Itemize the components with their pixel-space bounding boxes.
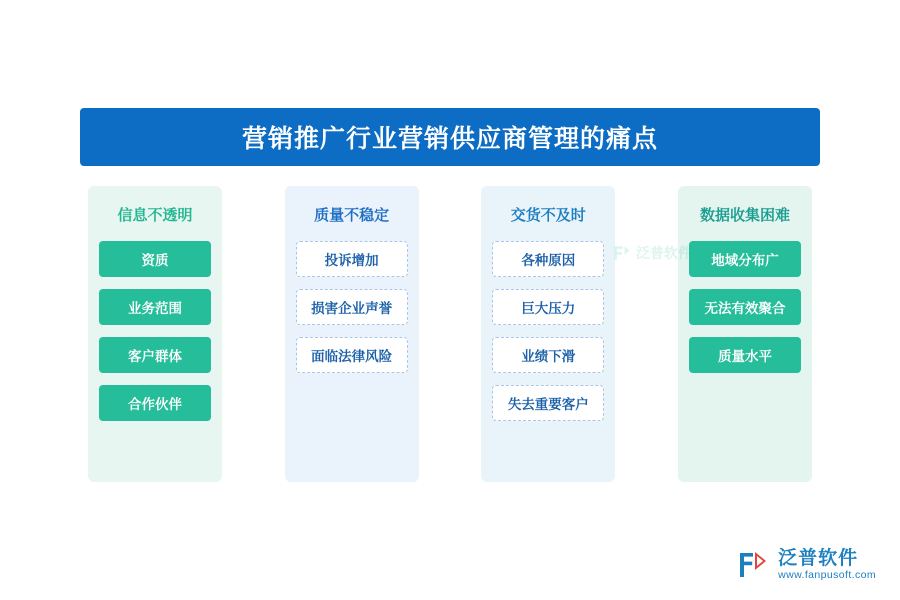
column-heading: 质量不稳定 [314,207,390,224]
page-title: 营销推广行业营销供应商管理的痛点 [241,125,658,153]
column-items [678,241,812,373]
brand-logo-icon [736,548,770,582]
column-late-delivery [481,186,615,482]
column-items [88,241,222,421]
column-heading: 信息不透明 [117,207,193,224]
list-item: 资质 [99,241,211,277]
pain-point-columns [88,186,812,482]
column-items [481,241,615,421]
list-item: 质量水平 [689,337,801,373]
brand-logo [736,548,876,582]
column-heading: 交货不及时 [510,207,586,224]
list-item: 面临法律风险 [296,337,408,373]
brand-name: 泛普软件 [778,547,859,569]
list-item: 业绩下滑 [492,337,604,373]
logo-mark-icon [736,548,770,582]
brand-logo-text [778,549,876,581]
page-title-banner [80,108,820,166]
list-item: 客户群体 [99,337,211,373]
column-heading: 数据收集困难 [699,207,790,224]
list-item: 失去重要客户 [492,385,604,421]
column-quality-instability [285,186,419,482]
column-information-opacity [88,186,222,482]
list-item: 无法有效聚合 [689,289,801,325]
watermark-text: 泛普软件 [636,245,692,261]
brand-url: www.fanpusoft.com [778,568,876,581]
list-item: 地域分布广 [689,241,801,277]
list-item: 各种原因 [492,241,604,277]
list-item: 合作伙伴 [99,385,211,421]
list-item: 投诉增加 [296,241,408,277]
list-item: 损害企业声誉 [296,289,408,325]
list-item: 巨大压力 [492,289,604,325]
column-items [285,241,419,373]
list-item: 业务范围 [99,289,211,325]
column-data-collection-difficulty [678,186,812,482]
